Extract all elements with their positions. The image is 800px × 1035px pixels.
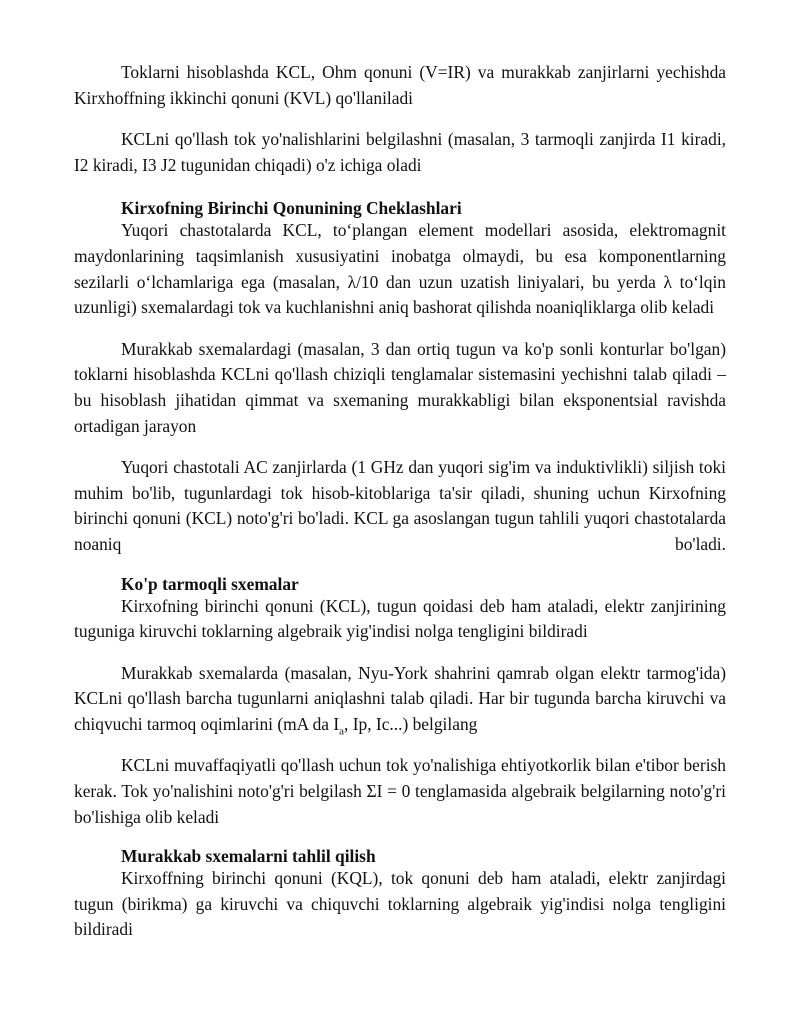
section-heading-kcl-limitations: Kirxofning Birinchi Qonunining Cheklashlari <box>121 198 462 219</box>
paragraph-current-direction-care: KCLni muvaffaqiyatli qo'llash uchun tok yo'nalishiga ehtiyotkorlik bilan e'tibor berish kerak. Tok yo'nalishini noto'g'ri belgilash ΣI = 0 tenglamasida algebraik belgilarning noto'g'ri bo'lishiga olib keladi <box>74 755 726 827</box>
paragraph-kcl-current-directions: KCLni qo'llash tok yo'nalishlarini belgilashni (masalan, 3 tarmoqli zanjirda I1 kiradi, I2 kiradi, I3 J2 tugunidan chiqadi) o'z ichiga oladi <box>74 129 726 175</box>
paragraph-kcl-node-rule: Kirxofning birinchi qonuni (KCL), tugun qoidasi deb ham ataladi, elektr zanjirining tuguniga kiruvchi toklarning algebraik yig'indisi nolga tengligini bildiradi <box>74 595 726 642</box>
paragraph-complex-circuits-computation: Murakkab sxemalardagi (masalan, 3 dan ortiq tugun va ko'p sonli konturlar bo'lgan) toklarni hisoblashda KCLni qo'llash chiziqli tenglamalar sistemasini yechishni talab qiladi – bu hisoblash jihatidan qimmat va sxemaning murakkabligi bilan eksponentsial ravishda ortadigan jarayon <box>74 338 726 436</box>
paragraph-power-grid-text: Murakkab sxemalarda (masalan, Nyu-York shahrini qamrab olgan elektr tarmog'ida) KCLni qo'llash barcha tugunlarni aniqlashni talab qiladi. Har bir tugunda barcha kiruvchi va chiqvuchi tarmoq oqimlarini (mA da I <box>74 662 726 734</box>
paragraph-kql-definition: Kirxoffning birinchi qonuni (KQL), tok qonuni deb ham ataladi, elektr zanjirdagi tugun (birikma) ga kiruvchi va chiquvchi toklarning algebraik yig'indisi nolga tengligini bildiradi <box>74 868 726 940</box>
paragraph-kcl-power-grid <box>74 661 726 738</box>
paragraph-kcl-ohm-kvl: Toklarni hisoblashda KCL, Ohm qonuni (V=IR) va murakkab zanjirlarni yechishda Kirxhoffning ikkinchi qonuni (KVL) qo'llaniladi <box>74 62 726 108</box>
section-heading-complex-circuit-analysis: Murakkab sxemalarni tahlil qilish <box>121 846 376 867</box>
paragraph-power-grid-tail: , Iр, Ic...) belgilang <box>344 713 478 734</box>
document-page <box>74 60 726 959</box>
subscript-a: a <box>339 725 345 738</box>
paragraph-high-frequency-limitations: Yuqori chastotalarda KCL, to‘plangan element modellari asosida, elektromagnit maydonlarining taqsimlanish xususiyatini inobatga olmaydi, bu esa komponentlarning sezilarli o‘lchamlariga ega (masalan, λ/10 dan uzun uzatish liniyalari, bu yerda λ to‘lqin uzunligi) sxemalardagi tok va kuchlanishni aniq bashorat qilishda noaniqliklarga olib keladi <box>74 220 726 318</box>
section-heading-multi-branch-circuits: Ko'p tarmoqli sxemalar <box>121 573 299 594</box>
paragraph-high-frequency-ac: Yuqori chastotali AC zanjirlarda (1 GHz dan yuqori sig'im va induktivlikli) siljish toki muhim bo'lib, tugunlardagi tok hisob-kitoblariga ta'sir qiladi, shuning uchun Kirxofning birinchi qonuni (KCL) noto'g'ri bo'ladi. KCL ga asoslangan tugun tahlili yuqori chastotalarda noaniq bo'ladi. <box>74 457 726 554</box>
